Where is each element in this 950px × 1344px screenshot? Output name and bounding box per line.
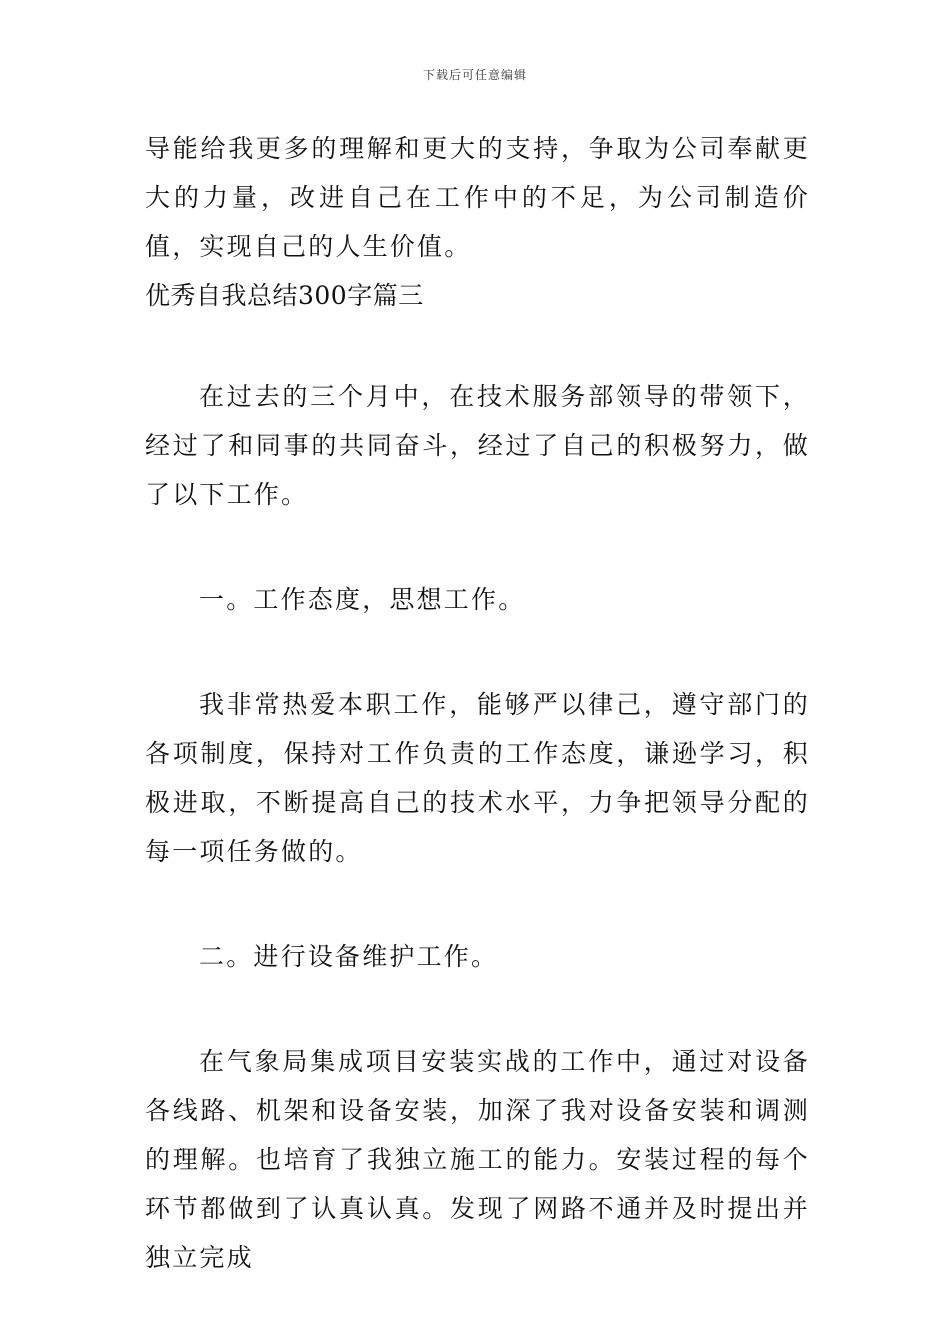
paragraph-equipment-maintenance: 在气象局集成项目安装实战的工作中，通过对设备各线路、机架和设备安装，加深了我对设备安装和调测的理解。也培育了我独立施工的能力。安装过程的每个环节都做到了认真认真。发现了网路不通并及时提出并独立完成: [145, 1047, 810, 1272]
paragraph-work-attitude: 我非常热爱本职工作，能够严以律己，遵守部门的各项制度，保持对工作负责的工作态度，谦逊学习，积极进取，不断提高自己的技术水平，力争把领导分配的每一项任务做的。: [145, 690, 810, 866]
page-header-note: 下载后可任意编辑: [422, 68, 527, 82]
subheading-1: 一。工作态度，思想工作。: [199, 585, 526, 614]
paragraph-continuation: 导能给我更多的理解和更大的支持，争取为公司奉献更大的力量，改进自己在工作中的不足，为公司制造价值，实现自己的人生价值。: [145, 134, 810, 261]
document-body: [145, 124, 810, 1282]
section-heading: 优秀自我总结300字篇三: [145, 281, 424, 310]
subheading-2: 二。进行设备维护工作。: [199, 942, 499, 971]
paragraph-intro: 在过去的三个月中，在技术服务部领导的带领下，经过了和同事的共同奋斗，经过了自己的积极努力，做了以下工作。: [145, 382, 810, 509]
